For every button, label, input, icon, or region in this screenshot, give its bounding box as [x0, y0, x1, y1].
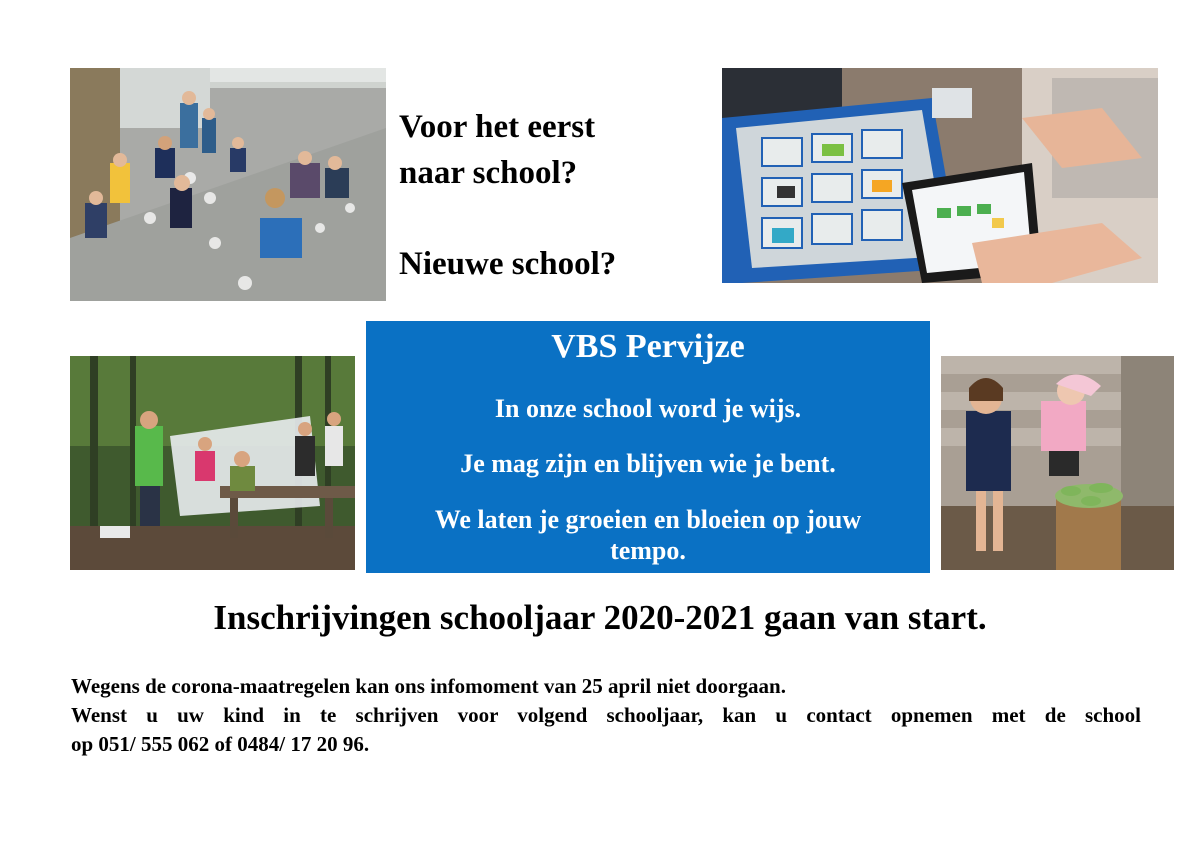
- photo-robotics: [722, 68, 1158, 283]
- motto-line-4: tempo.: [610, 536, 686, 565]
- photo-garden: [941, 356, 1174, 570]
- details-paragraph: [71, 672, 1141, 759]
- details-line-3: op 051/ 555 062 of 0484/ 17 20 96.: [71, 732, 370, 756]
- motto-line-3: We laten je groeien en bloeien op jouw: [434, 505, 862, 534]
- enrollment-announcement: Inschrijvingen schooljaar 2020-2021 gaan van start.: [213, 598, 987, 637]
- photo-playground: [70, 68, 386, 301]
- intro-line-1: Voor het eerst: [399, 109, 596, 145]
- photo-forest: [70, 356, 355, 570]
- motto-line-2: Je mag zijn en blijven wie je bent.: [460, 449, 836, 478]
- intro-line-2: naar school?: [399, 155, 578, 191]
- info-box: [366, 321, 930, 573]
- intro-line-3: Nieuwe school?: [399, 246, 617, 282]
- motto-line-1: In onze school word je wijs.: [494, 394, 802, 423]
- school-name: VBS Pervijze: [551, 328, 745, 365]
- details-line-1: Wegens de corona-maatregelen kan ons infomoment van 25 april niet doorgaan.: [71, 674, 786, 698]
- details-line-2: Wenst u uw kind in te schrijven voor volgend schooljaar, kan u contact opnemen met de school: [71, 703, 1141, 727]
